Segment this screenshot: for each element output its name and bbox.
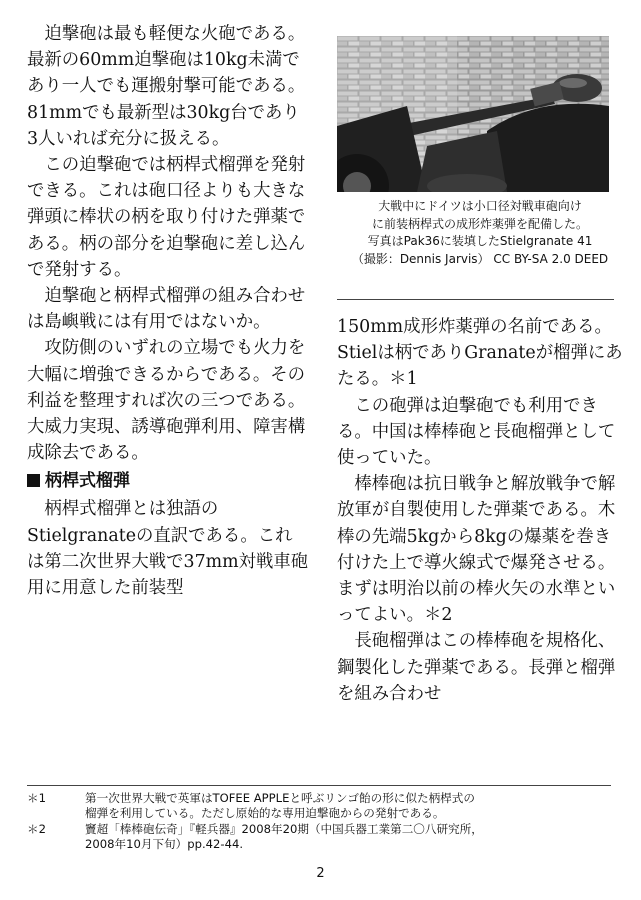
paragraph: 長砲榴弾はこの棒棒砲を規格化、鋼製化した弾薬である。長弾と榴弾を組み合わせ [337,631,616,704]
paragraph: 150mm成形炸薬弾の名前である。Stielは柄でありGranateが榴弾にあたる。＊1 [337,317,623,390]
caption-line: （撮影：Dennis Jarvis） CC BY-SA 2.0 DEED [351,251,609,266]
paragraph: 迫撃砲と柄桿式榴弾の組み合わせは島嶼戦には有用ではないか。 [27,286,306,333]
square-bullet-icon [27,474,40,487]
photo-caption [337,198,623,268]
footnote-line: 榴弾を利用している。ただし原始的な専用迫撃砲からの発射である。 [85,806,445,821]
anti-tank-gun-photo [337,36,609,192]
caption-line: に前装柄桿式の成形炸薬弾を配備した。 [371,216,588,231]
paragraph: この迫撃砲では柄桿式榴弾を発射できる。これは砲口径よりも大きな弾頭に棒状の柄を取り付けた弾薬である。柄の部分を迫撃砲に差し込んで発射する。 [27,155,306,280]
paragraph: 柄桿式榴弾とは独語のStielgranateの直訳である。これは第二次世界大戦で37mm対戦車砲用に用意した前装型 [27,499,309,599]
footnote-body [85,791,617,822]
paragraph: この砲弾は迫撃砲でも利用できる。中国は棒棒砲と長砲榴弾として使っていた。 [337,395,616,469]
paragraph: 迫撃砲は最も軽便な火砲である。最新の60mm迫撃砲は10kg未満であり一人でも運搬射撃可能である。81mmでも最新型は30kg台であり3人いれば充分に扱える。 [27,24,306,149]
footnote [27,791,617,822]
footnote-mark: ＊2 [27,821,46,836]
footnote-line: 2008年10月下旬）pp.42-44. [85,836,244,851]
caption-line: 写真はPak36に装填したStielgranate 41 [367,234,593,248]
section-heading [27,468,309,494]
footnote [27,822,617,853]
caption-line: 大戦中にドイツは小口径対戦車砲向け [378,199,582,213]
footnote-body [85,822,617,853]
right-column [337,314,623,707]
section-heading-text: 柄桿式榴弾 [45,471,130,492]
footnote-divider [27,785,611,786]
footnote-mark: ＊1 [27,791,46,805]
caption-divider [337,299,614,300]
paragraph: 棒棒砲は抗日戦争と解放戦争で解放軍が自製使用した弾薬である。木棒の先端5kgから8kgの爆薬を巻き付けた上で導火線式で爆発させる。まずは明治以前の棒火矢の水準といってよい。＊2 [337,474,616,626]
paragraph: 攻防側のいずれの立場でも火力を大幅に増強できるからである。その利益を整理すれば次の三つである。大威力実現、誘導砲弾利用、障害構成除去である。 [27,338,306,464]
footnote-line: 第一次世界大戦で英軍はTOFEE APPLEと呼ぶリンゴ飴の形に似た柄桿式の [85,791,475,805]
footnote-line: 竇超「棒棒砲伝奇」『軽兵器』2008年20期（中国兵器工業第二〇八研究所， [85,821,483,836]
page-number: 2 [316,866,325,881]
left-column [27,21,309,601]
photo [337,36,609,192]
footnotes [27,791,617,852]
